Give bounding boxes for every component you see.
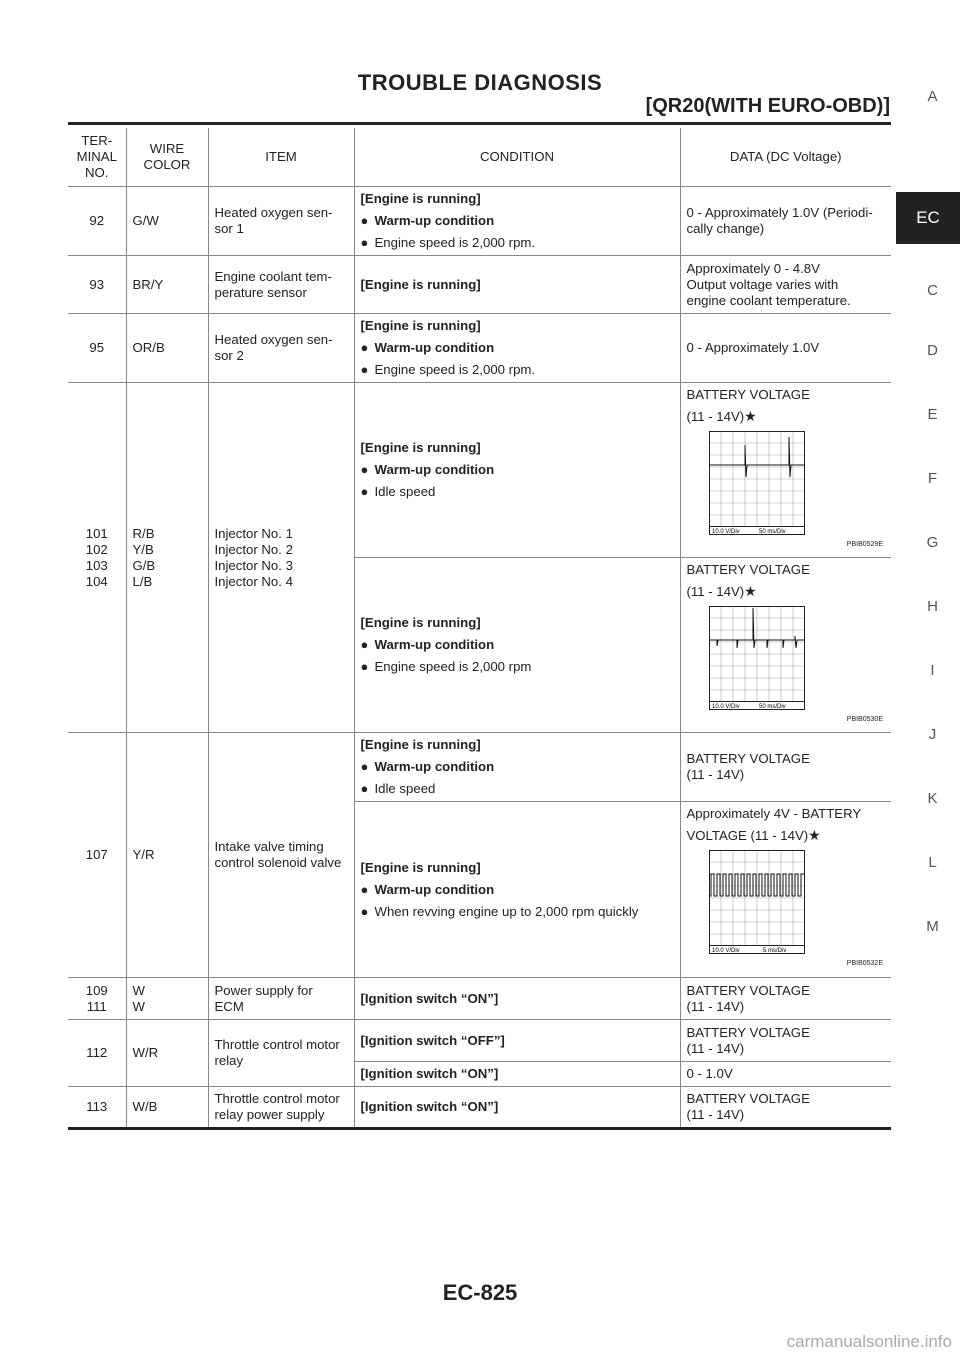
condition-cell (354, 558, 680, 733)
col-header-wire: WIRE COLOR (126, 128, 208, 187)
col-header-condition: CONDITION (354, 128, 680, 187)
condition-cell: [Ignition switch “ON”] (354, 1087, 680, 1129)
data-text: BATTERY VOLTAGE (686, 562, 810, 577)
condition-heading: [Engine is running] (360, 737, 481, 752)
wire-cell: R/B Y/B G/B L/B (126, 383, 208, 733)
scope-scale-label: 10.0 V/Div (711, 948, 740, 954)
wire-cell: W W (126, 978, 208, 1020)
scope-scale-label: 10.0 V/Div (711, 529, 740, 535)
data-text: VOLTAGE (11 - 14V)★ (686, 827, 821, 843)
scope-time-label: 50 ms/Div (758, 529, 786, 535)
bullet-icon: ● (360, 659, 369, 674)
index-letter-i[interactable]: I (930, 662, 935, 679)
col-header-terminal: TER- MINAL NO. (68, 128, 126, 187)
index-letter-e[interactable]: E (927, 406, 938, 423)
header-rule (68, 122, 891, 125)
list-item: ● When revving engine up to 2,000 rpm quickly (360, 903, 639, 919)
wire-cell: W/R (126, 1020, 208, 1087)
data-cell: BATTERY VOLTAGE (11 - 14V) (680, 1020, 891, 1062)
col-header-item: ITEM (208, 128, 354, 187)
terminal-cell: 107 (68, 733, 126, 978)
item-cell: Engine coolant tem- perature sensor (208, 256, 354, 314)
data-cell: BATTERY VOLTAGE (11 - 14V) (680, 733, 891, 802)
data-cell: 0 - Approximately 1.0V (680, 314, 891, 383)
item-cell: Intake valve timing control solenoid valve (208, 733, 354, 978)
bullet-icon: ● (360, 340, 369, 355)
data-cell (680, 558, 891, 733)
index-letter-l[interactable]: L (928, 854, 937, 871)
list-item: ● Warm-up condition (360, 213, 495, 228)
wire-cell: G/W (126, 187, 208, 256)
condition-cell (354, 802, 680, 978)
condition-cell: [Ignition switch “OFF”] (354, 1020, 680, 1062)
table-row (68, 314, 891, 383)
page-number: EC-825 (442, 1280, 518, 1305)
data-cell: 0 - Approximately 1.0V (Periodi- cally change) (680, 187, 891, 256)
figure-code: PBIB0530E (846, 716, 883, 723)
data-text: BATTERY VOLTAGE (686, 387, 810, 402)
bullet-icon: ● (360, 484, 369, 499)
data-text: Approximately 4V - BATTERY (686, 806, 862, 821)
index-letter-m[interactable]: M (926, 918, 939, 935)
data-cell (680, 383, 891, 558)
oscilloscope-waveform-ivt-solenoid (709, 850, 805, 954)
condition-cell: [Ignition switch “ON”] (354, 978, 680, 1020)
terminal-cell: 92 (68, 187, 126, 256)
oscilloscope-waveform-injector-idle (709, 431, 805, 535)
figure-code: PBIB0532E (846, 960, 883, 967)
index-letter-c[interactable]: C (927, 282, 938, 299)
item-cell: Injector No. 1 Injector No. 2 Injector No. 3 Injector No. 4 (208, 383, 354, 733)
index-letter-j[interactable]: J (928, 726, 937, 743)
wire-cell: BR/Y (126, 256, 208, 314)
table-row (68, 1087, 891, 1129)
condition-cell (354, 187, 680, 256)
item-cell: Throttle control motor relay power supply (208, 1087, 354, 1129)
index-letter-d[interactable]: D (927, 342, 938, 359)
bullet-icon: ● (360, 903, 369, 919)
list-item: ● Warm-up condition (360, 637, 495, 652)
item-cell: Heated oxygen sen- sor 2 (208, 314, 354, 383)
terminal-cell: 95 (68, 314, 126, 383)
list-item: ● Warm-up condition (360, 881, 495, 897)
scope-time-label: 5 ms/Div (762, 948, 786, 954)
page-title: TROUBLE DIAGNOSIS (357, 70, 603, 95)
terminal-cell: 93 (68, 256, 126, 314)
bullet-icon: ● (360, 213, 369, 228)
terminal-cell: 101 102 103 104 (68, 383, 126, 733)
bullet-icon: ● (360, 235, 369, 250)
list-item: ● Idle speed (360, 781, 436, 796)
condition-heading: [Engine is running] (360, 615, 481, 630)
item-cell: Heated oxygen sen- sor 1 (208, 187, 354, 256)
scope-scale-label: 10.0 V/Div (711, 704, 740, 710)
index-letter-f[interactable]: F (927, 470, 938, 487)
table-row (68, 1020, 891, 1062)
data-cell: BATTERY VOLTAGE (11 - 14V) (680, 1087, 891, 1129)
bullet-icon: ● (360, 881, 369, 897)
condition-cell (354, 383, 680, 558)
condition-heading: [Engine is running] (360, 318, 481, 333)
list-item: ● Engine speed is 2,000 rpm. (360, 235, 536, 250)
bullet-icon: ● (360, 462, 369, 477)
condition-cell: [Ignition switch “ON”] (354, 1062, 680, 1087)
table-row (68, 383, 891, 558)
condition-heading: [Engine is running] (360, 440, 481, 455)
item-cell: Throttle control motor relay (208, 1020, 354, 1087)
condition-cell (354, 733, 680, 802)
condition-heading: [Engine is running] (360, 191, 481, 206)
data-cell (680, 802, 891, 978)
list-item: ● Engine speed is 2,000 rpm (360, 659, 532, 674)
index-letter-k[interactable]: K (927, 790, 938, 807)
data-cell: Approximately 0 - 4.8V Output voltage varies with engine coolant temperature. (680, 256, 891, 314)
data-cell: 0 - 1.0V (680, 1062, 891, 1087)
bullet-icon: ● (360, 781, 369, 796)
terminal-cell: 112 (68, 1020, 126, 1087)
star-icon: ★ (744, 583, 757, 599)
list-item: ● Engine speed is 2,000 rpm. (360, 362, 536, 377)
watermark: carmanualsonline.info (786, 1332, 952, 1351)
table-row (68, 733, 891, 802)
oscilloscope-waveform-injector-2000rpm (709, 606, 805, 710)
index-letter-h[interactable]: H (927, 598, 938, 615)
index-tab-ec-active[interactable]: EC (896, 192, 960, 244)
figure-code: PBIB0529E (846, 541, 883, 548)
page-subtitle: [QR20(WITH EURO-OBD)] (645, 95, 890, 117)
condition-heading: [Engine is running] (360, 859, 481, 875)
table-header-row (68, 128, 891, 187)
list-item: ● Warm-up condition (360, 462, 495, 477)
terminal-cell: 109 111 (68, 978, 126, 1020)
terminal-cell: 113 (68, 1087, 126, 1129)
data-cell: BATTERY VOLTAGE (11 - 14V) (680, 978, 891, 1020)
bullet-icon: ● (360, 637, 369, 652)
wire-cell: W/B (126, 1087, 208, 1129)
list-item: ● Warm-up condition (360, 759, 495, 774)
table-row (68, 256, 891, 314)
data-text: (11 - 14V)★ (686, 408, 757, 424)
list-item: ● Warm-up condition (360, 340, 495, 355)
data-text: (11 - 14V)★ (686, 583, 757, 599)
list-item: ● Idle speed (360, 484, 436, 499)
table-row (68, 187, 891, 256)
index-letter-a[interactable]: A (927, 88, 938, 105)
item-cell: Power supply for ECM (208, 978, 354, 1020)
bullet-icon: ● (360, 362, 369, 377)
condition-cell (354, 314, 680, 383)
star-icon: ★ (808, 827, 821, 843)
table-row (68, 978, 891, 1020)
index-letter-g[interactable]: G (926, 534, 939, 551)
condition-cell: [Engine is running] (354, 256, 680, 314)
terminal-table (68, 128, 891, 1130)
wire-cell: Y/R (126, 733, 208, 978)
star-icon: ★ (744, 408, 757, 424)
scope-time-label: 50 ms/Div (758, 704, 786, 710)
bullet-icon: ● (360, 759, 369, 774)
col-header-data: DATA (DC Voltage) (680, 128, 891, 187)
wire-cell: OR/B (126, 314, 208, 383)
